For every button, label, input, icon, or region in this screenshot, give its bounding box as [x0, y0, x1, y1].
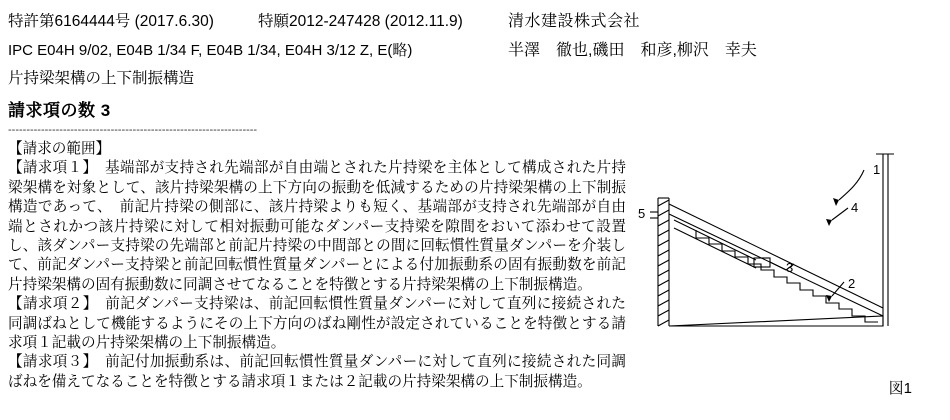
figure-label-3: 3	[786, 260, 794, 275]
scope-heading: 【請求の範囲】	[8, 141, 111, 157]
header-row-primary	[8, 8, 940, 31]
patent-number: 特許第6164444号 (2017.6.30)	[8, 13, 214, 30]
claims-count: 請求項の数 3	[8, 101, 111, 120]
header-row-secondary	[8, 37, 940, 60]
body-wrapper	[8, 140, 940, 420]
figure-column	[626, 140, 940, 420]
divider-rule: --------------------------------------------------------------------	[8, 125, 258, 136]
figure-label-5: 5	[638, 206, 646, 221]
claim-3: 【請求項３】 前記付加振動系は、前記回転慣性質量ダンパーに対して直列に接続された同調ばねを備えてなることを特徴とする請求項１または２記載の片持梁架構の上下制振構造。	[8, 354, 626, 390]
claim-2: 【請求項２】 前記ダンパー支持梁は、前記回転慣性質量ダンパーに対して直列に接続された同調ばねとして機能するようにその上下方向のばね剛性が設定されていることを特徴とする請求項１記載の片持梁架構の上下制振構造。	[8, 296, 626, 352]
claim-1: 【請求項１】 基端部が支持され先端部が自由端とされた片持梁を主体として構成された片持梁架構を対象として、該片持梁架構の上下方向の振動を低減するための片持梁架構の上下制振構造であって、 前記片持梁の側部に、該片持梁よりも短く、基端部が支持され先端部が自由端とされかつ該片持梁に対して相対振動可能なダンパー支持梁を隙間をおいて添わせて設置し、該ダンパー支持梁の先端部と前記片持梁の中間部との間に回転慣性質量ダンパーを介装して、前記ダンパー支持梁と前記回転慣性質量ダンパーとによる付加振動系の固有振動数を前記片持梁架構の固有振動数に同調させてなることを特徴とする片持梁架構の上下制振構造。	[8, 160, 626, 293]
ipc-classification: IPC E04H 9/02, E04B 1/34 F, E04B 1/34, E04H 3/12 Z, E(略)	[8, 42, 413, 59]
claims-text-column	[8, 140, 626, 420]
applicant-name: 清水建設株式会社	[508, 13, 641, 30]
figure-label-4: 4	[851, 200, 859, 215]
inventor-names: 半澤 徹也,磯田 和彦,柳沢 幸夫	[508, 42, 757, 59]
figure-label-2: 2	[848, 276, 856, 291]
figure-label-1: 1	[873, 162, 881, 177]
figure-1-drawing	[636, 140, 946, 390]
invention-title: 片持梁架構の上下制振構造	[8, 70, 195, 87]
application-number: 特願2012-247428 (2012.11.9)	[258, 13, 463, 30]
figure-caption: 図1	[888, 380, 912, 397]
